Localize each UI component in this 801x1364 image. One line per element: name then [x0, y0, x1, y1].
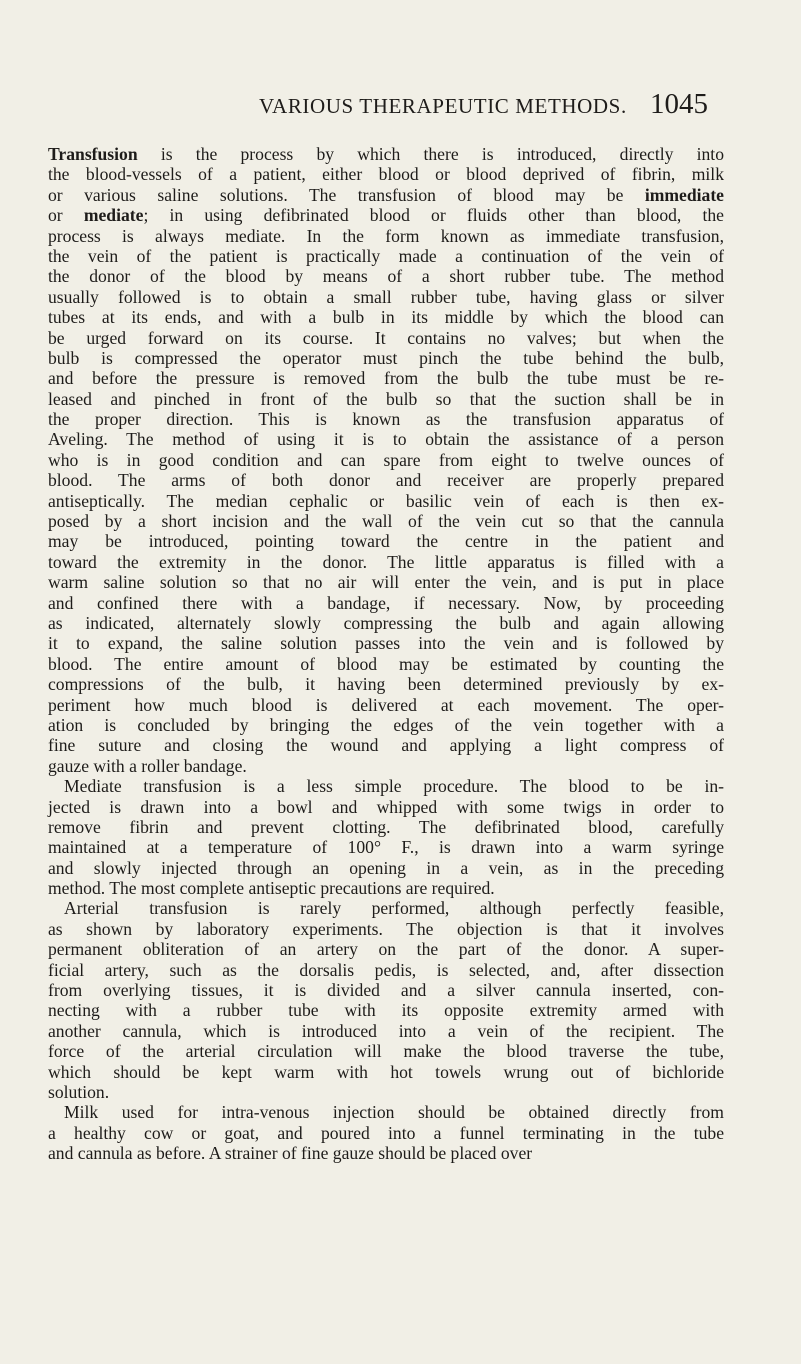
body-text	[48, 144, 724, 1164]
text-line: tubes at its ends, and with a bulb in its middle by which the blood can	[48, 307, 724, 328]
text-line: usually followed is to obtain a small rubber tube, having glass or silver	[48, 286, 724, 307]
page-number: 1045	[650, 88, 708, 120]
text-line: and confined there with a bandage, if necessary. Now, by proceeding	[48, 592, 724, 613]
text-line: remove fibrin and prevent clotting. The defibrinated blood, carefully	[48, 816, 724, 837]
text-line: Arterial transfusion is rarely performed, although perfectly feasible,	[64, 898, 724, 919]
text-line: and cannula as before. A strainer of fine gauze should be placed over	[48, 1143, 533, 1164]
text-line: Mediate transfusion is a less simple procedure. The blood to be in-	[64, 776, 724, 797]
text-line: blood. The entire amount of blood may be estimated by counting the	[48, 653, 724, 674]
text-line: or mediate; in using defibrinated blood or fluids other than blood, the	[48, 205, 724, 226]
text-line: the proper direction. This is known as the transfusion apparatus of	[48, 409, 724, 430]
running-title: VARIOUS THERAPEUTIC METHODS.	[259, 94, 627, 118]
text-line: as indicated, alternately slowly compressing the bulb and again allowing	[48, 612, 724, 633]
text-line: antiseptically. The median cephalic or basilic vein of each is then ex-	[48, 490, 724, 511]
text-line: which should be kept warm with hot towels wrung out of bichloride	[48, 1061, 724, 1082]
text-line: from overlying tissues, it is divided and a silver cannula inserted, con-	[48, 980, 724, 1001]
text-line: solution.	[48, 1081, 110, 1102]
text-line: may be introduced, pointing toward the centre in the patient and	[48, 531, 724, 552]
text-line: warm saline solution so that no air will enter the vein, and is put in place	[48, 572, 724, 593]
text-line: jected is drawn into a bowl and whipped with some twigs in order to	[48, 796, 724, 817]
text-line: permanent obliteration of an artery on the part of the donor. A super-	[48, 939, 724, 960]
text-line: be urged forward on its course. It contains no valves; but when the	[48, 327, 724, 348]
text-line: it to expand, the saline solution passes into the vein and is followed by	[48, 633, 724, 654]
text-line: the blood-vessels of a patient, either blood or blood deprived of fibrin, milk	[48, 164, 724, 185]
text-line: ficial artery, such as the dorsalis pedis, is selected, and, after dissection	[48, 959, 724, 980]
text-line: Transfusion is the process by which there is introduced, directly into	[48, 144, 724, 164]
text-line: another cannula, which is introduced into a vein of the recipient. The	[48, 1020, 724, 1041]
text-line: gauze with a roller bandage.	[48, 755, 247, 776]
text-line: or various saline solutions. The transfusion of blood may be immediate	[48, 184, 724, 205]
text-line: the vein of the patient is practically made a continuation of the vein of	[48, 245, 724, 266]
text-line: method. The most complete antiseptic precautions are required.	[48, 878, 495, 899]
text-line: process is always mediate. In the form known as immediate transfusion,	[48, 225, 724, 246]
text-line: necting with a rubber tube with its opposite extremity armed with	[48, 1000, 724, 1021]
bold-term: Transfusion	[48, 144, 138, 164]
text-line: who is in good condition and can spare from eight to twelve ounces of	[48, 449, 724, 470]
text-line: and slowly injected through an opening in a vein, as in the preceding	[48, 857, 724, 878]
text-line: compressions of the bulb, it having been determined previously by ex-	[48, 674, 724, 695]
bold-term: immediate	[644, 184, 724, 205]
text-line: posed by a short incision and the wall of the vein cut so that the cannula	[48, 511, 724, 532]
text-line: and before the pressure is removed from the bulb the tube must be re-	[48, 368, 724, 389]
text-line: as shown by laboratory experiments. The objection is that it involves	[48, 918, 724, 939]
text-line: a healthy cow or goat, and poured into a funnel terminating in the tube	[48, 1122, 724, 1143]
text-line: force of the arterial circulation will make the blood traverse the tube,	[48, 1041, 724, 1062]
text-line: leased and pinched in front of the bulb so that the suction shall be in	[48, 388, 724, 409]
text-line: Milk used for intra-venous injection should be obtained directly from	[64, 1102, 724, 1123]
text-line: Aveling. The method of using it is to obtain the assistance of a person	[48, 429, 724, 450]
text-line: the donor of the blood by means of a short rubber tube. The method	[48, 266, 724, 287]
text-line: toward the extremity in the donor. The little apparatus is filled with a	[48, 551, 724, 572]
text-line: maintained at a temperature of 100° F., is drawn into a warm syringe	[48, 837, 724, 858]
text-line: ation is concluded by bringing the edges of the vein together with a	[48, 714, 724, 735]
text-line: bulb is compressed the operator must pinch the tube behind the bulb,	[48, 347, 724, 368]
text-line: fine suture and closing the wound and applying a light compress of	[48, 735, 724, 756]
text-line: periment how much blood is delivered at each movement. The oper-	[48, 694, 724, 715]
running-head	[0, 88, 801, 128]
bold-term: mediate	[83, 205, 144, 226]
text-line: blood. The arms of both donor and receiver are properly prepared	[48, 470, 724, 491]
